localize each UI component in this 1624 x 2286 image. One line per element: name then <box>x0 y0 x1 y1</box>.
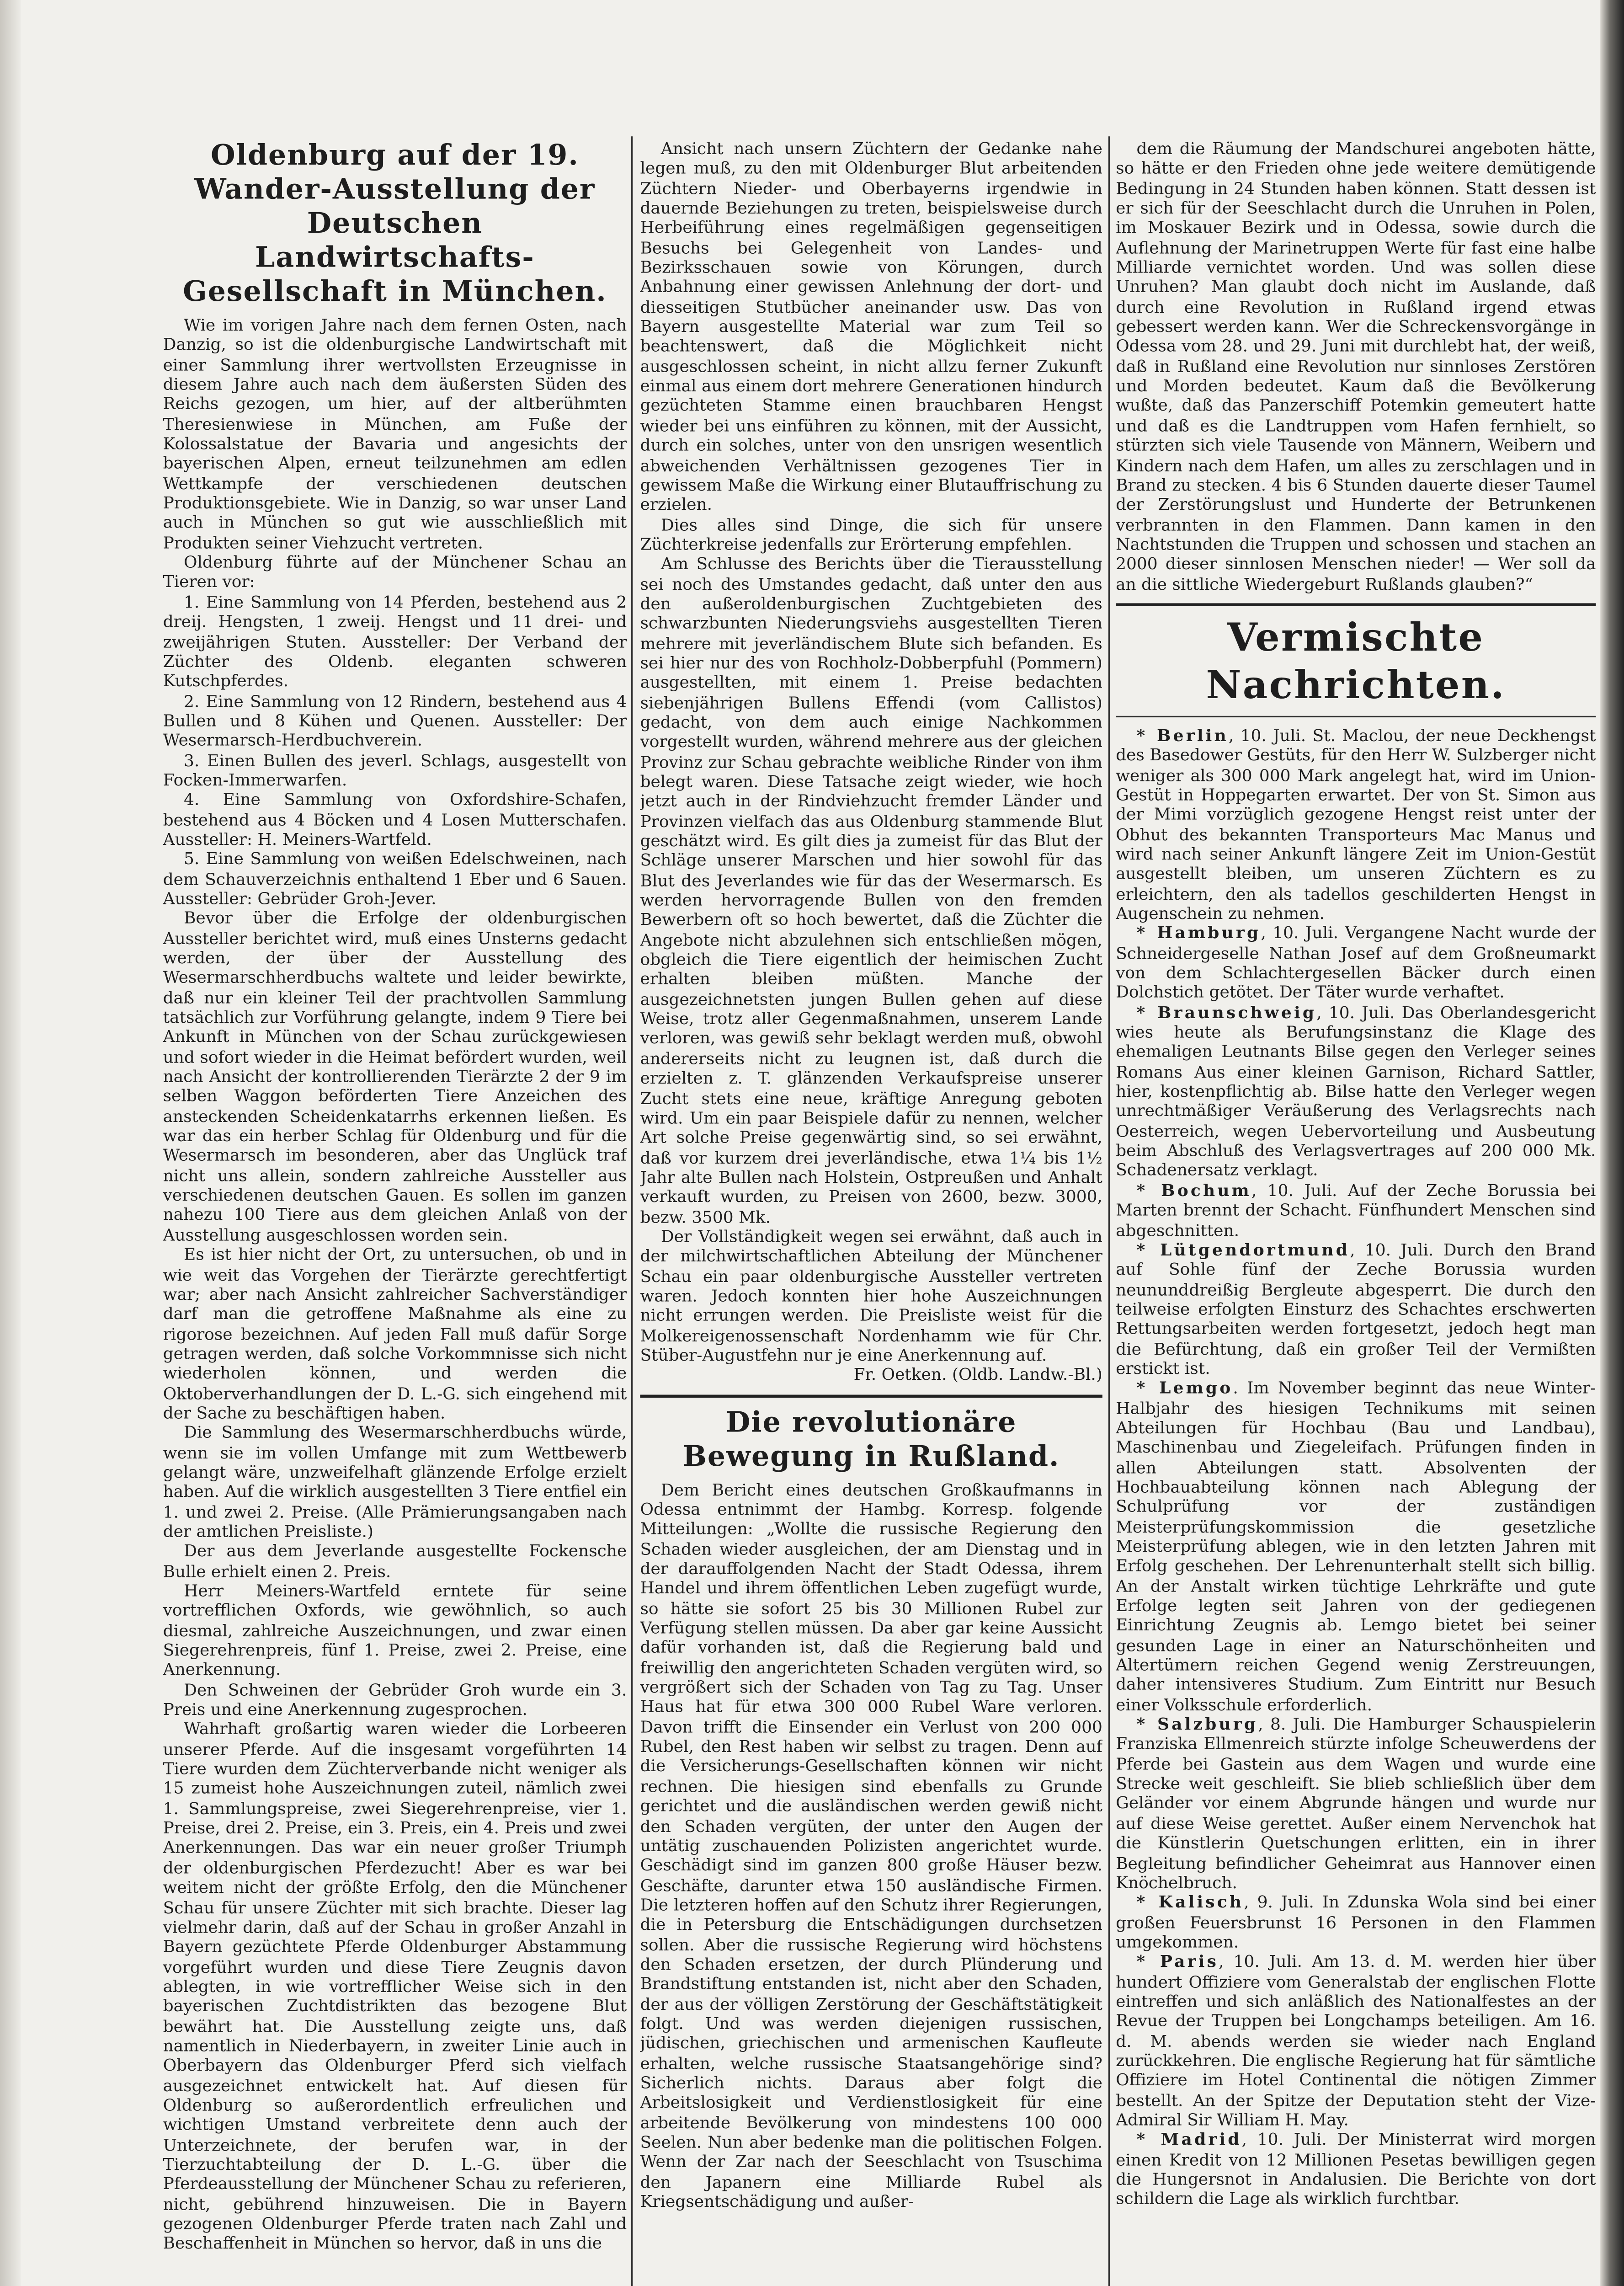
paragraph: Der aus dem Jeverlande ausgestellte Fockensche Bulle erhielt einen 2. Preis. <box>163 1542 627 1581</box>
news-text: , 10. Juli. Durch den Brand auf Sohle fünf der Zeche Borussia wurden neununddreißig Bergleute abgesperrt. Die durch den teilweise erfolgten Einsturz des Schachtes erschwerten Rettungsarbeiten werden fortgesetzt, jedoch hegt man die Befürchtung, daß ein großer Teil der Vermißten erstickt ist. <box>1116 1240 1596 1378</box>
paragraph: Wahrhaft großartig waren wieder die Lorbeeren unserer Pferde. Auf die insgesamt vorgeführten 14 Tiere wurden dem Züchterverbande nicht weniger als 15 zumeist hohe Auszeichnungen zuteil, nämlich zwei 1. Sammlungspreise, zwei Siegerehrenpreise, vier 1. Preise, drei 2. Preise, ein 3. Preis, ein 4. Preis und zwei Anerkennungen. Das war ein neuer großer Triumph der oldenburgischen Pferdezucht! Aber es war bei weitem nicht der größte Erfolg, den die Münchener Schau für unsere Züchter mit sich brachte. Dieser lag vielmehr darin, daß auf der Schau in großer Anzahl in Bayern gezüchtete Pferde Oldenburger Abstammung vorgeführt wurden und diese Tiere Zeugnis davon ablegten, in wie vortrefflicher Weise sich in den bayerischen Zuchtdistrikten das bezogene Blut bewährt hat. Die Ausstellung zeigte uns, daß namentlich in Niederbayern, in zweiter Linie auch in Oberbayern das Oldenburger Pferd sich vielfach ausgezeichnet entwickelt hat. Auf diesen für Oldenburg so außerordentlich erfreulichen und wichtigen Umstand verbreitete denn auch der Unterzeichnete, der berufen war, in der Tierzuchtabteilung der D. L.-G. über die Pferdeausstellung der Münchener Schau zu referieren, nicht, gebührend hinzuweisen. Die in Bayern gezogenen Oldenburger Pferde traten nach Zahl und Beschaffenheit in München so hervor, daß in uns die <box>163 1720 627 2254</box>
paragraph: Den Schweinen der Gebrüder Groh wurde ein 3. Preis und eine Anerkennung zugesprochen. <box>163 1680 627 1720</box>
news-item <box>1116 2130 1596 2209</box>
news-text: , 10. Juli. Auf der Zeche Borussia bei Marten brennt der Schacht. Fünfhundert Menschen sind abgeschnitten. <box>1116 1181 1596 1240</box>
news-item <box>1116 1893 1596 1952</box>
news-text: , 10. Juli. St. Maclou, der neue Deckhengst des Basedower Gestüts, für den Herr W. Sulzberger nicht weniger als 300 000 Mark angelegt hat, wird im Union-Gestüt in Hoppegarten erwartet. Der von St. Simon aus der Mimi vorzüglich gezogene Hengst reist unter der Obhut des bekannten Transporteurs Mac Manus und wird nach seiner Ankunft längere Zeit im Union-Gestüt ausgestellt bleiben, um unseren Züchtern es zu erleichtern, den als tadellos geschilderten Hengst in Augenschein zu nehmen. <box>1116 726 1596 924</box>
news-dateline: * Paris <box>1136 1952 1219 1972</box>
paragraph: Wie im vorigen Jahre nach dem fernen Osten, nach Danzig, so ist die oldenburgische Landwirtschaft mit einer Sammlung ihrer wertvollsten Erzeugnisse in diesem Jahre auch nach dem äußersten Süden des Reichs gezogen, um hier, auf der altberühmten Theresienwiese in München, am Fuße der Kolossalstatue der Bavaria und angesichts der bayerischen Alpen, erneut teilzunehmen am edlen Wettkampfe der verschiedenen deutschen Produktionsgebiete. Wie in Danzig, so war unser Land auch in München so gut wie ausschließlich mit Produkten seiner Viehzucht vertreten. <box>163 315 627 553</box>
paragraph: Die Sammlung des Wesermarschherdbuchs würde, wenn sie im vollen Umfange mit zum Wettbewerb gelangt wäre, unzweifelhaft glänzende Erfolge erzielt haben. Auf die wirklich ausgestellten 3 Tiere entfiel ein 1. und zwei 2. Preise. (Alle Prämierungsangaben nach der amtlichen Preisliste.) <box>163 1423 627 1542</box>
paragraph: Oldenburg führte auf der Münchener Schau an Tieren vor: <box>163 553 627 592</box>
news-text: , 9. Juli. In Zdunska Wola sind bei einer großen Feuersbrunst 16 Personen in den Flammen umgekommen. <box>1116 1893 1596 1952</box>
news-item <box>1116 924 1596 1003</box>
column-2 <box>640 139 1102 2286</box>
news-text: , 10. Juli. Am 13. d. M. werden hier über hundert Offiziere vom Generalstab der englischen Flotte eintreffen und sich anläßlich des Nationalfestes an der Revue der Truppen bei Longchamps beteiligen. Am 16. d. M. abends werden sie wieder nach England zurückkehren. Die englische Regierung hat für sämtliche Offiziere im Hotel Continental die nötigen Zimmer bestellt. An der Spitze der Deputation steht der Vize-Admiral Sir William H. May. <box>1116 1952 1596 2130</box>
news-dateline: * Salzburg <box>1136 1715 1258 1735</box>
paragraph: dem die Räumung der Mandschurei angeboten hätte, so hätte er den Frieden ohne jede weitere demütigende Bedingung in 24 Stunden haben können. Statt dessen ist er sich für der Seeschlacht durch die Unruhen in Polen, im Moskauer Bezirk und in Odessa, sowie durch die Auflehnung der Marinetruppen Werte für fast eine halbe Milliarde vernichtet worden. Und was sollen diese Unruhen? Man glaubt doch nicht im Auslande, daß durch eine Revolution in Rußland irgend etwas gebessert werden kann. Wer die Schreckensvorgänge in Odessa vom 28. und 29. Juni mit durchlebt hat, der weiß, daß in Rußland eine Revolution nur sinnloses Zerstören und Morden bedeutet. Kaum daß die Bevölkerung wußte, daß das Panzerschiff Potemkin gemeutert hatte und daß es die Landtruppen vom Hafen fernhielt, so stürzten sich viele Tausende von Männern, Weibern und Kindern nach dem Hafen, um alles zu zerschlagen und in Brand zu stecken. 4 bis 6 Stunden dauerte dieser Taumel der Zerstörungslust und Hunderte der Betrunkenen verbrannten in den Flammen. Dann kamen in den Nachtstunden die Truppen und schossen und stachen an 2000 dieser sinnlosen Menschen nieder! — Wer soll da an die sittliche Wiedergeburt Rußlands glauben?“ <box>1116 139 1596 594</box>
article-headline-oldenburg: Oldenburg auf der 19. Wander-Ausstellung der Deutschen Landwirtschafts-Gesellschaft in München. <box>183 139 607 309</box>
news-item <box>1116 1715 1596 1893</box>
news-dateline: * Lemgo <box>1136 1378 1233 1398</box>
paragraph: Am Schlusse des Berichts über die Tierausstellung sei noch des Umstandes gedacht, daß unter den aus den außeroldenburgischen Zuchtgebieten des schwarzbunten Niederungsviehs ausgestellten Tieren mehrere mit jeverländischem Blute sich befanden. Es sei hier nur des von Rochholz-Dobberpfuhl (Pommern) ausgestellten, mit einem 1. Preise bedachten siebenjährigen Bullens Effendi (vom Callistos) gedacht, von dem auch einige Nachkommen vorgestellt wurden, während mehrere aus der gleichen Provinz zur Schau gebrachte weibliche Rinder von ihm belegt waren. Diese Tatsache zeigt wieder, wie hoch jetzt auch in der Rindviehzucht fremder Länder und Provinzen vielfach das aus Oldenburg stammende Blut geschätzt wird. Es gilt dies ja zumeist für das Blut der Schläge unserer Marschen und hier sowohl für das Blut des Jeverlandes wie für das der Wesermarsch. Es werden hervorragende Bullen von den fremden Bewerbern oft so hoch bewertet, daß die Züchter die Angebote nicht abzulehnen sich entschließen mögen, obgleich die Tiere eigentlich der heimischen Zucht erhalten bleiben müßten. Manche der ausgezeichnetsten jungen Bullen gehen auf diese Weise, trotz aller Gegenmaßnahmen, unserem Lande verloren, was gewiß sehr beklagt werden muß, obwohl andererseits nicht zu leugnen ist, daß durch die erzielten z. T. glänzenden Verkaufspreise unserer Zucht stets eine neue, kräftige Anregung geboten wird. Um ein paar Beispiele dafür zu nennen, welcher Art solche Preise gegenwärtig sind, so sei erwähnt, daß vor kurzem drei jeverländische, etwa 1¼ bis 1½ Jahr alte Bullen nach Holstein, Ostpreußen und Anhalt verkauft wurden, zu Preisen von 2600, bezw. 3000, bezw. 3500 Mk. <box>640 555 1102 1227</box>
column-3 <box>1116 139 1596 2286</box>
paragraph: Es ist hier nicht der Ort, zu untersuchen, ob und in wie weit das Vorgehen der Tierärzte gerechtfertigt war; aber nach Ansicht zahlreicher Sachverständiger darf man die getroffene Maßnahme als eine zu rigorose bezeichnen. Auf jeden Fall muß dafür Sorge getragen werden, daß solche Vorkommnisse sich nicht wiederholen können, und werden die Oktoberverhandlungen der D. L.-G. sich eingehend mit der Sache zu beschäftigen haben. <box>163 1245 627 1423</box>
article-signature: Fr. Oetken. (Oldb. Landw.-Bl.) <box>853 1365 1102 1385</box>
news-list <box>1116 726 1596 2209</box>
scan-left-margin <box>0 0 21 2286</box>
news-dateline: * Madrid <box>1136 2130 1242 2150</box>
news-item <box>1116 1181 1596 1240</box>
article-divider <box>640 1394 1102 1397</box>
section-divider <box>1116 603 1596 606</box>
news-dateline: * Braunschweig <box>1136 1003 1317 1022</box>
news-item <box>1116 726 1596 924</box>
news-dateline: * Hamburg <box>1136 924 1261 943</box>
paragraph: Ansicht nach unsern Züchtern der Gedanke nahe legen muß, zu den mit Oldenburger Blut arbeitenden Züchtern Nieder- und Oberbayerns irgendwie in dauernde Beziehungen zu treten, beispielsweise durch Herbeiführung eines regelmäßigen gegenseitigen Besuchs bei Gelegenheit von Landes- und Bezirksschauen sowie von Körungen, durch Anbahnung einer gewissen Anlehnung der dort- und diesseitigen Stutbücher aneinander usw. Das von Bayern ausgestellte Material war zum Teil so beachtenswert, daß die Möglichkeit nicht ausgeschlossen scheint, in nicht allzu ferner Zukunft einmal aus einem dort mehrere Generationen hindurch gezüchteten Stamme einen brauchbaren Hengst wieder bei uns einführen zu können, mit der Aussicht, durch ein solches, unter von den unsrigen wesentlich abweichenden Verhältnissen gezogenes Tier in gewissem Maße die Wirkung einer Blutauffrischung zu erzielen. <box>640 139 1102 515</box>
column-1 <box>163 139 627 2286</box>
article-body-russia <box>640 1480 1102 2212</box>
news-text: , 8. Juli. Die Hamburger Schauspielerin Franziska Ellmenreich stürzte infolge Scheuwerdens der Pferde bei Gastein aus dem Wagen und wurde eine Strecke weit geschleift. Sie blieb schließlich über dem Geländer vor einem Abgrunde hängen und wurde nur auf diese Weise gerettet. Außer einem Nervenchok hat die Künstlerin Quetschungen erlitten, ein in ihrer Begleitung befindlicher Geheimrat aus Hannover einen Knöchelbruch. <box>1116 1715 1596 1893</box>
article-body-russia-continued <box>1116 139 1596 594</box>
news-text: , 10. Juli. Vergangene Nacht wurde der Schneidergeselle Nathan Josef auf dem Großneumarkt von dem Schlachtergesellen Bäcker durch einen Dolchstich getötet. Der Täter wurde verhaftet. <box>1116 924 1596 1003</box>
article-body-oldenburg-continued <box>640 139 1102 1366</box>
paragraph: 3. Einen Bullen des jeverl. Schlags, ausgestellt von Focken-Immerwarfen. <box>163 751 627 790</box>
paragraph: Herr Meiners-Wartfeld erntete für seine vortrefflichen Oxfords, wie gewöhnlich, so auch diesmal, zahlreiche Auszeichnungen, und zwar einen Siegerehrenpreis, fünf 1. Preise, zwei 2. Preise, eine Anerkennung. <box>163 1581 627 1680</box>
paragraph: 4. Eine Sammlung von Oxfordshire-Schafen, bestehend aus 4 Böcken und 4 Losen Mutterschafen. Aussteller: H. Meiners-Wartfeld. <box>163 790 627 849</box>
paragraph: Bevor über die Erfolge der oldenburgischen Aussteller berichtet wird, muß eines Unsterns gedacht werden, der über der Ausstellung des Wesermarschherdbuchs waltete und leider bewirkte, daß nur ein kleiner Teil der prachtvollen Sammlung tatsächlich zur Vorführung gelangte, indem 9 Tiere bei Ankunft in München von der Schau zurückgewiesen und sofort wieder in die Heimat befördert wurden, weil nach Ansicht der kontrollierenden Tierärzte 2 der 9 im selben Waggon beförderten Tiere Anzeichen des ansteckenden Scheidenkatarrhs erkennen ließen. Es war das ein herber Schlag für Oldenburg und für die Wesermarsch im besonderen, aber das Unglück traf nicht uns allein, sondern zahlreiche Aussteller aus verschiedenen deutschen Gauen. Es sollen im ganzen nahezu 100 Tiere aus dem gleichen Anlaß von der Ausstellung ausgeschlossen worden sein. <box>163 909 627 1245</box>
column-rule-1 <box>631 136 633 2286</box>
paragraph: Dem Bericht eines deutschen Großkaufmanns in Odessa entnimmt der Hambg. Korresp. folgende Mitteilungen: „Wollte die russische Regierung den Schaden wieder ausgleichen, der am Dienstag und in der darauffolgenden Nacht der Stadt Odessa, ihrem Handel und ihrem öffentlichen Leben zugefügt wurde, so hätte sie sofort 25 bis 30 Millionen Rubel zur Verfügung stellen müssen. Da aber gar keine Aussicht dafür vorhanden ist, daß die Regierung bald und freiwillig den angerichteten Schaden vergüten wird, so vergrößert sich der Schaden von Tag zu Tag. Unser Haus hat für etwa 300 000 Rubel Ware verloren. Davon trifft die Einsender ein Verlust von 200 000 Rubel, den Rest haben wir selbst zu tragen. Denn auf die Versicherungs-Gesellschaften können wir nicht rechnen. Die hiesigen sind ebenfalls zu Grunde gerichtet und die ausländischen werden gewiß nicht den Schaden vergüten, der unter den Augen der untätig zuschauenden Polizisten angerichtet wurde. Geschädigt sind im ganzen 800 große Häuser bezw. Geschäfte, darunter etwa 150 ausländische Firmen. Die letzteren hoffen auf den Schutz ihrer Regierungen, die in Petersburg die Entschädigungen durchsetzen sollen. Aber die russische Regierung wird höchstens den Schaden ersetzen, der durch Plünderung und Brandstiftung entstanden ist, nicht aber den Schaden, der aus der völligen Zerstörung der Geschäftstätigkeit folgt. Und was werden diejenigen russischen, jüdischen, griechischen und armenischen Kaufleute erhalten, welche russische Staatsangehörige sind? Sicherlich nichts. Daraus aber folgt die Arbeitslosigkeit und Verdienstlosigkeit für eine arbeitende Bevölkerung von mindestens 100 000 Seelen. Nun aber bedenke man die politischen Folgen. Wenn der Zar nach der Seeschlacht von Tsuschima den Japanern eine Milliarde Rubel als Kriegsentschädigung und außer- <box>640 1480 1102 2211</box>
news-dateline: * Kalisch <box>1136 1893 1244 1912</box>
news-item <box>1116 1003 1596 1181</box>
paragraph: 1. Eine Sammlung von 14 Pferden, bestehend aus 2 dreij. Hengsten, 1 zweij. Hengst und 11 drei- und zweijährigen Stuten. Aussteller: Der Verband der Züchter des Oldenb. eleganten schweren Kutschpferdes. <box>163 593 627 691</box>
news-item <box>1116 1240 1596 1379</box>
section-title-vermischte-nachrichten: Vermischte Nachrichten. <box>1206 616 1506 709</box>
news-text: , 10. Juli. Der Ministerrat wird morgen einen Kredit von 12 Millionen Pesetas bewilligen gegen die Hungersnot in Andalusien. Die Berichte von dort schildern die Lage als wirklich furchtbar. <box>1116 2130 1596 2209</box>
column-rule-2 <box>1108 136 1110 2286</box>
news-item <box>1116 1952 1596 2130</box>
news-dateline: * Lütgendortmund <box>1136 1240 1350 1260</box>
scan-binding-edge <box>1600 0 1624 2286</box>
paragraph: Der Vollständigkeit wegen sei erwähnt, daß auch in der milchwirtschaftlichen Abteilung der Münchener Schau ein paar oldenburgische Aussteller vertreten waren. Jedoch konnten hier hohe Auszeichnungen nicht errungen werden. Die Preisliste weist für die Molkereigenossenschaft Nordenhamm wie für Chr. Stüber-Augustfehn nur je eine Anerkennung auf. <box>640 1227 1102 1365</box>
article-body-oldenburg <box>163 316 627 2254</box>
news-dateline: * Berlin <box>1136 726 1229 746</box>
news-text: . Im November beginnt das neue Winter-Halbjahr des hiesigen Technikums mit seinen Abteilungen für Hochbau (Bau und Landbau), Maschinenbau und Ziegeleifach. Prüfungen finden in allen Abteilungen statt. Absolventen der Hochbauabteilung können nach Ablegung der Schulprüfung vor der zuständigen Meisterprüfungskommission die gesetzliche Meisterprüfung ablegen, wie in den letzten Jahren mit Erfolg geschehen. Der Lehrenunterhalt stellt sich billig. An der Anstalt wirken tüchtige Lehrkräfte und gute Erfolge legten seit Jahren von der gediegenen Einrichtung Zeugnis ab. Lemgo bietet bei seiner gesunden Lage in einer an Naturschönheiten und Altertümern reichen Gegend wenig Zerstreuungen, daher intensiveres Studium. Zum Eintritt nur Besuch einer Volksschule erforderlich. <box>1116 1378 1596 1714</box>
paragraph: Dies alles sind Dinge, die sich für unsere Züchterkreise jedenfalls zur Erörterung empfehlen. <box>640 515 1102 555</box>
paragraph: 2. Eine Sammlung von 12 Rindern, bestehend aus 4 Bullen und 8 Kühen und Quenen. Aussteller: Der Wesermarsch-Herdbuchverein. <box>163 691 627 751</box>
paragraph: 5. Eine Sammlung von weißen Edelschweinen, nach dem Schauverzeichnis enthaltend 1 Eber und 6 Sauen. Aussteller: Gebrüder Groh-Jever. <box>163 849 627 909</box>
news-item <box>1116 1379 1596 1715</box>
news-text: , 10. Juli. Das Oberlandesgericht wies heute als Berufungsinstanz die Klage des ehemaligen Leutnants Bilse gegen den Verleger seines Romans Aus einer kleinen Garnison, Richard Sattler, hier, kostenpflichtig ab. Bilse hatte den Verleger wegen unrechtmäßiger Veräußerung des Verlagsrechts nach Oesterreich, wegen Uebervorteilung und Ausbeutung beim Abschluß des Verlagsvertrages auf 200 000 Mk. Schadenersatz verklagt. <box>1116 1003 1596 1180</box>
news-dateline: * Bochum <box>1136 1181 1251 1201</box>
section-divider-thin <box>1116 716 1596 717</box>
article-headline-russia: Die revolutionäre Bewegung in Rußland. <box>682 1406 1060 1473</box>
